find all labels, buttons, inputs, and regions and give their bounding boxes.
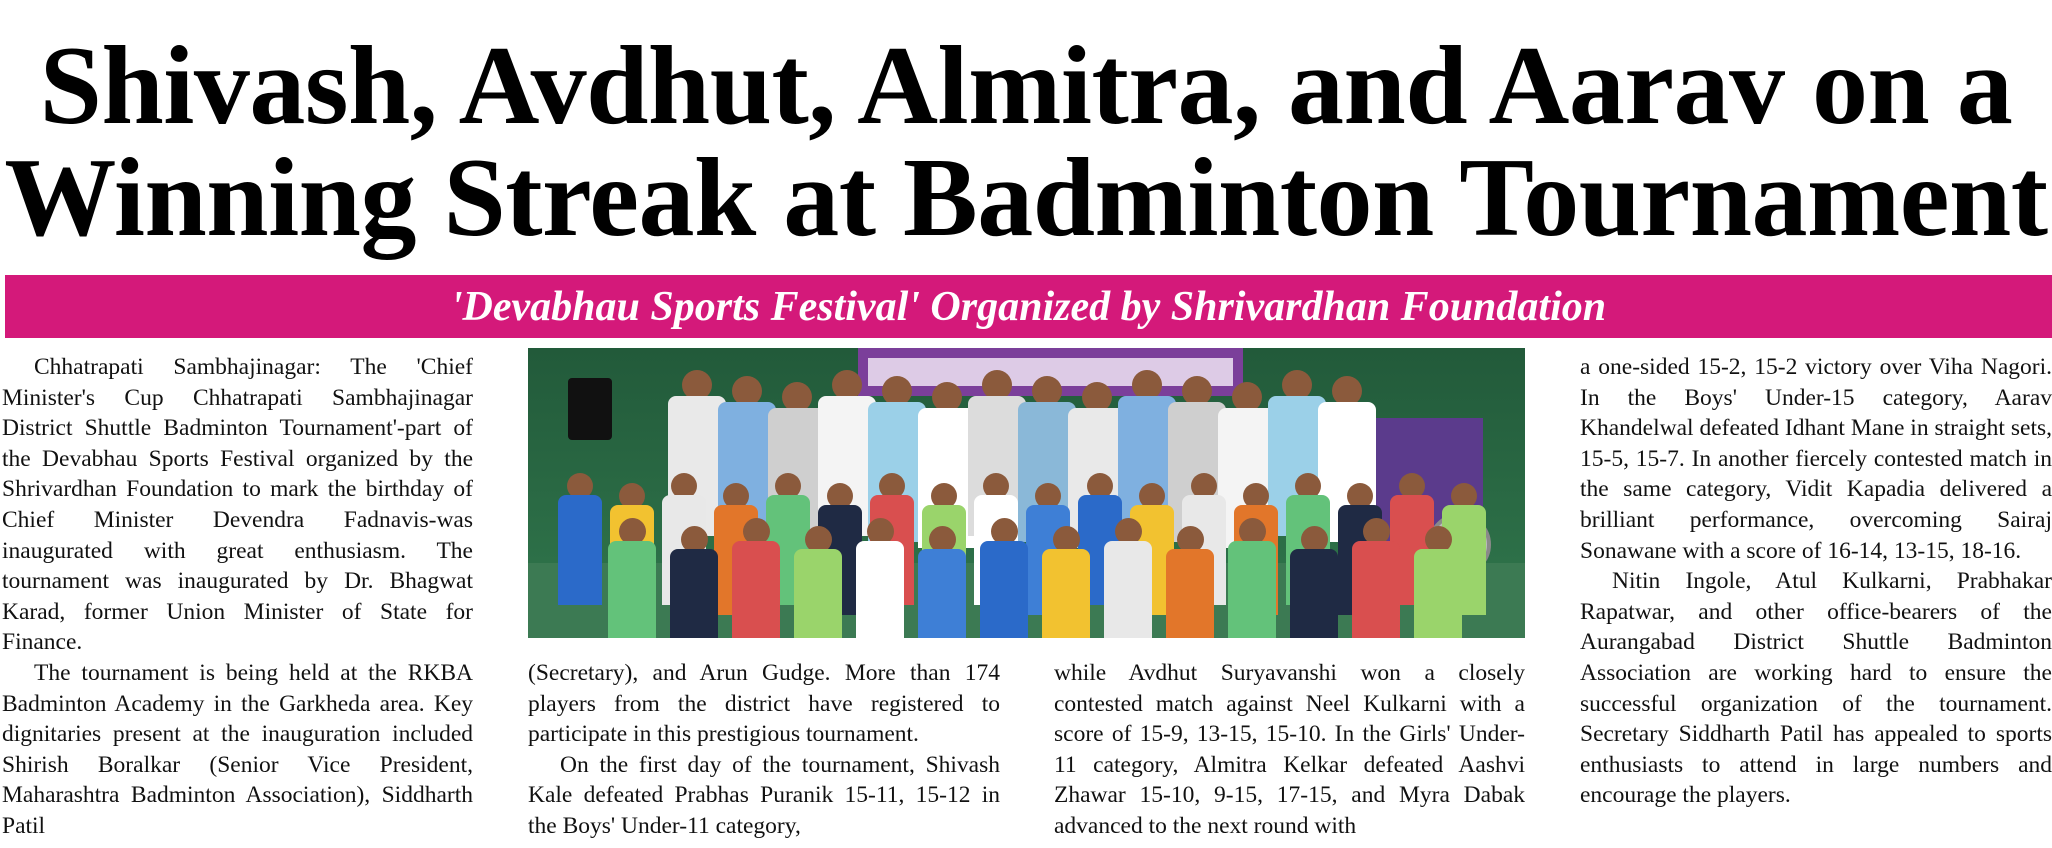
article-paragraph: On the first day of the tournament, Shivash Kale defeated Prabhas Puranik 15-11, 15-12 in the Boys' Under-11 category, bbox=[528, 751, 1000, 839]
subheadline: 'Devabhau Sports Festival' Organized by Shrivardhan Foundation bbox=[450, 283, 1607, 330]
headline-line-1: Shivash, Avdhut, Almitra, and Aarav on a bbox=[39, 24, 2013, 148]
headline bbox=[0, 24, 2052, 260]
headline-line-2: Winning Streak at Badminton Tournament bbox=[4, 136, 2048, 260]
article-column-1 bbox=[2, 352, 473, 842]
article-paragraph: while Avdhut Suryavanshi won a closely contested match against Neel Kulkarni with a score of 15-9, 13-15, 15-10. In the Girls' Under-11 category, Almitra Kelkar defeated Aashvi Zhawar 15-10, 9-15, 17-15, and Myra Dabak advanced to the next round with bbox=[1054, 660, 1525, 839]
photo-speaker bbox=[568, 378, 612, 440]
tournament-photo bbox=[528, 348, 1525, 638]
article-paragraph: Nitin Ingole, Atul Kulkarni, Prabhakar Rapatwar, and other office-bearers of the Aurangabad District Shuttle Badminton Association are working hard to ensure the successful organization of the tournament. Secretary Siddharth Patil has appealed to sports enthusiasts to attend in large numbers and encourage the players. bbox=[1580, 568, 2052, 809]
article-column-3 bbox=[1054, 658, 1525, 842]
article-column-2 bbox=[528, 658, 1000, 842]
article-paragraph: (Secretary), and Arun Gudge. More than 174 players from the district have registered to participate in this prestigious tournament. bbox=[528, 660, 1000, 748]
article-column-4 bbox=[1580, 352, 2052, 811]
article-paragraph: Chhatrapati Sambhajinagar: The 'Chief Minister's Cup Chhatrapati Sambhajinagar District Shuttle Badminton Tournament'-part of the Devabhau Sports Festival organized by the Shrivardhan Foundation to mark the birthday of Chief Minister Devendra Fadnavis-was inaugurated with great enthusiasm. The tournament was inaugurated by Dr. Bhagwat Karad, former Union Minister of State for Finance. bbox=[2, 354, 473, 656]
article-paragraph: The tournament is being held at the RKBA Badminton Academy in the Garkheda area. Key dignitaries present at the inauguration included Shirish Boralkar (Senior Vice President, Maharashtra Badminton Association), Siddharth Patil bbox=[2, 659, 473, 839]
article-paragraph: a one-sided 15-2, 15-2 victory over Viha Nagori. In the Boys' Under-15 category, Aarav Khandelwal defeated Idhant Mane in straight sets, 15-5, 15-7. In another fiercely contested match in the same category, Vidit Kapadia delivered a brilliant performance, overcoming Sairaj Sonawane with a score of 16-14, 13-15, 18-16. bbox=[1580, 354, 2052, 564]
subheadline-banner bbox=[5, 275, 2052, 338]
